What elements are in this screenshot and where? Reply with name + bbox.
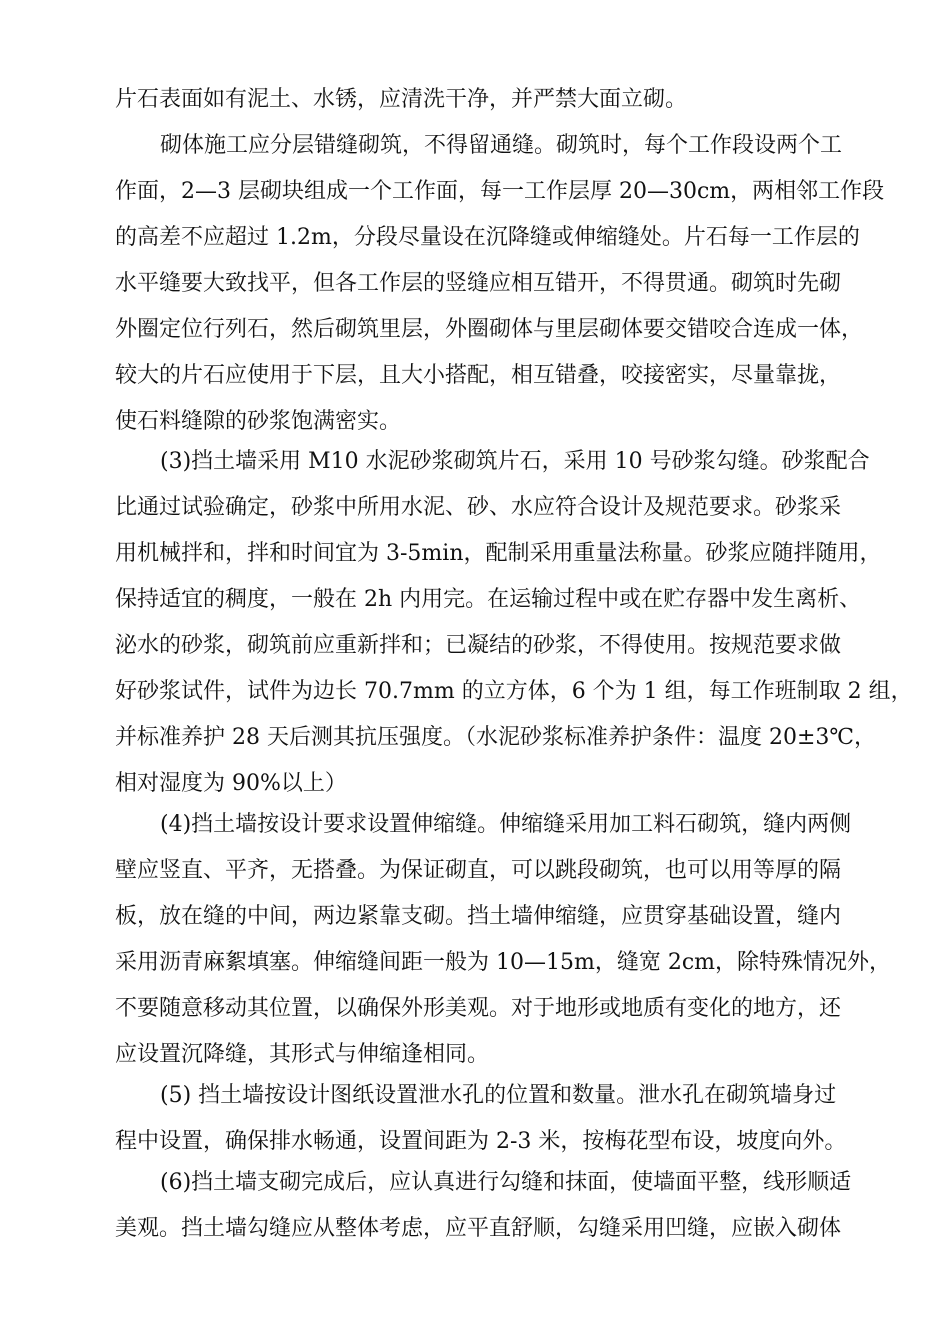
text-line: 美观。挡土墙勾缝应从整体考虑，应平直舒顺，勾缝采用凹缝，应嵌入砌体 (115, 1216, 842, 1241)
text-line: 的高差不应超过 1.2m，分段尽量设在沉降缝或伸缩缝处。片石每一工作层的 (115, 225, 860, 250)
text-line: 砌体施工应分层错缝砌筑，不得留通缝。砌筑时，每个工作段设两个工 (160, 133, 843, 158)
text-line: 使石料缝隙的砂浆饱满密实。 (115, 409, 402, 434)
text-line: 外圈定位行列石，然后砌筑里层，外圈砌体与里层砌体要交错咬合连成一体， (115, 317, 864, 342)
text-line: 板，放在缝的中间，两边紧靠支砌。挡土墙伸缩缝，应贯穿基础设置，缝内 (115, 904, 842, 929)
text-line: 壁应竖直、平齐，无搭叠。为保证砌直，可以跳段砌筑，也可以用等厚的隔 (115, 858, 842, 883)
text-line: 较大的片石应使用于下层，且大小搭配，相互错叠，咬接密实，尽量靠拢， (115, 363, 842, 388)
text-line: 不要随意移动其位置，以确保外形美观。对于地形或地质有变化的地方，还 (115, 996, 842, 1021)
text-line: 比通过试验确定，砂浆中所用水泥、砂、水应符合设计及规范要求。砂浆采 (115, 495, 842, 520)
text-line: 泌水的砂浆，砌筑前应重新拌和；已凝结的砂浆，不得使用。按规范要求做 (115, 633, 842, 658)
text-line: 应设置沉降缝，其形式与伸缩逢相同。 (115, 1042, 490, 1067)
text-line: 好砂浆试件，试件为边长 70.7mm 的立方体，6 个为 1 组，每工作班制取 2 组， (115, 679, 913, 704)
text-line: 用机械拌和，拌和时间宜为 3-5min，配制采用重量法称量。砂浆应随拌随用， (115, 541, 882, 566)
text-line: (4)挡土墙按设计要求设置伸缩缝。伸缩缝采用加工料石砌筑，缝内两侧 (160, 812, 852, 837)
text-line: (6)挡土墙支砌完成后，应认真进行勾缝和抹面，使墙面平整，线形顺适 (160, 1170, 852, 1195)
text-line: 片石表面如有泥土、水锈，应清洗干净，并严禁大面立砌。 (115, 87, 688, 112)
text-line: (5) 挡土墙按设计图纸设置泄水孔的位置和数量。泄水孔在砌筑墙身过 (160, 1083, 837, 1108)
text-line: 相对湿度为 90%以上） (115, 771, 347, 796)
text-line: 采用沥青麻絮填塞。伸缩缝间距一般为 10—15m，缝宽 2cm，除特殊情况外， (115, 950, 892, 975)
text-line: 作面，2—3 层砌块组成一个工作面，每一工作层厚 20—30cm，两相邻工作段 (115, 179, 885, 204)
text-line: 程中设置，确保排水畅通，设置间距为 2-3 米，按梅花型布设，坡度向外。 (115, 1129, 847, 1154)
text-line: 并标准养护 28 天后测其抗压强度。（水泥砂浆标准养护条件：温度 20±3℃， (115, 725, 877, 750)
text-line: (3)挡土墙采用 M10 水泥砂浆砌筑片石，采用 10 号砂浆勾缝。砂浆配合 (160, 449, 870, 474)
text-line: 水平缝要大致找平，但各工作层的竖缝应相互错开，不得贯通。砌筑时先砌 (115, 271, 842, 296)
text-line: 保持适宜的稠度，一般在 2h 内用完。在运输过程中或在贮存器中发生离析、 (115, 587, 862, 612)
